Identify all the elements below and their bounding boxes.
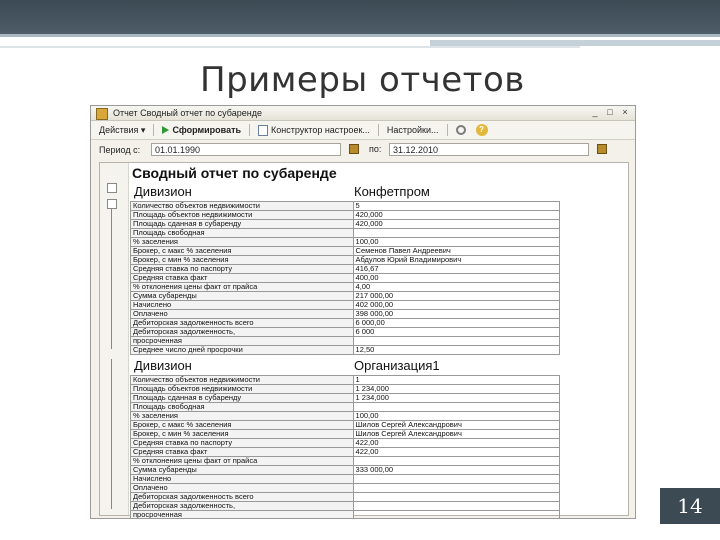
table-row <box>131 238 560 247</box>
report-title: Сводный отчет по субаренде <box>132 165 337 181</box>
metric-value[interactable]: 416,67 <box>353 265 559 274</box>
metric-label[interactable]: Площадь свободная <box>131 403 354 412</box>
options-button[interactable] <box>452 122 470 138</box>
table-row <box>131 439 560 448</box>
metric-value[interactable]: 217 000,00 <box>353 292 559 301</box>
metric-label[interactable]: Площадь сданная в субаренду <box>131 394 354 403</box>
window-controls <box>589 107 631 118</box>
metric-label[interactable]: Начислено <box>131 301 354 310</box>
period-to-label: по: <box>369 144 382 154</box>
metric-label[interactable]: Средняя ставка факт <box>131 448 354 457</box>
table-row <box>131 346 560 355</box>
metric-value[interactable]: Семенов Павел Андреевич <box>353 247 559 256</box>
play-icon <box>162 126 169 134</box>
metric-value[interactable]: 422,00 <box>353 439 559 448</box>
table-row <box>131 274 560 283</box>
table-row <box>131 265 560 274</box>
metric-label[interactable]: просроченная <box>131 337 354 346</box>
collapse-group-icon[interactable] <box>107 183 117 193</box>
calendar-icon[interactable] <box>597 144 607 154</box>
help-icon: ? <box>476 124 488 136</box>
metric-value[interactable] <box>353 511 559 520</box>
table-row <box>131 502 560 511</box>
actions-label: Действия ▾ <box>99 124 146 135</box>
metric-label[interactable]: % заселения <box>131 238 354 247</box>
metric-label[interactable]: Сумма субаренды <box>131 292 354 301</box>
maximize-button[interactable]: □ <box>607 107 613 117</box>
metric-label[interactable]: % заселения <box>131 412 354 421</box>
metric-label[interactable]: Брокер, с макс % заселения <box>131 421 354 430</box>
table-row <box>131 283 560 292</box>
settings-label: Настройки... <box>386 125 439 135</box>
window-title: Отчет Сводный отчет по субаренде <box>113 108 262 118</box>
generate-label: Сформировать <box>172 125 242 135</box>
outline-line <box>111 359 112 509</box>
table-row <box>131 328 560 337</box>
metric-label[interactable]: Площадь объектов недвижимости <box>131 211 354 220</box>
metric-label[interactable]: Брокер, с мин % заселения <box>131 256 354 265</box>
table-row <box>131 220 560 229</box>
metric-value[interactable]: 6 000 <box>353 328 559 337</box>
table-row <box>131 256 560 265</box>
builder-icon <box>258 125 268 136</box>
metric-label[interactable]: Среднее число дней просрочки <box>131 346 354 355</box>
metric-value[interactable] <box>353 484 559 493</box>
settings-builder-button[interactable] <box>254 122 374 138</box>
gear-icon <box>456 125 466 135</box>
division-name: Организация1 <box>354 358 440 373</box>
table-row <box>131 394 560 403</box>
division-name: Конфетпром <box>354 184 430 199</box>
table-row <box>131 301 560 310</box>
table-row <box>131 385 560 394</box>
metric-value[interactable]: Абдулов Юрий Владимирович <box>353 256 559 265</box>
metric-value[interactable] <box>353 337 559 346</box>
division-label: Дивизион <box>134 358 192 373</box>
metric-value[interactable]: 1 234,000 <box>353 385 559 394</box>
period-to-input[interactable]: 31.12.2010 <box>389 143 589 156</box>
table-row <box>131 310 560 319</box>
help-button[interactable] <box>472 122 492 138</box>
metric-value[interactable]: 100,00 <box>353 238 559 247</box>
table-row <box>131 319 560 328</box>
period-from-input[interactable]: 01.01.1990 <box>151 143 341 156</box>
report-window <box>90 105 636 519</box>
division-table <box>130 201 560 355</box>
table-row <box>131 202 560 211</box>
metric-value[interactable]: 5 <box>353 202 559 211</box>
metric-value[interactable]: 100,00 <box>353 412 559 421</box>
period-row <box>91 140 635 160</box>
division-header <box>130 183 624 201</box>
report-app-icon <box>96 108 108 120</box>
window-titlebar <box>91 106 635 121</box>
metric-value[interactable] <box>353 475 559 484</box>
slide-header-bar <box>0 0 720 34</box>
slide-header-stripe <box>0 34 720 37</box>
settings-button[interactable] <box>383 122 443 138</box>
table-row <box>131 511 560 520</box>
metric-label[interactable]: Брокер, с макс % заселения <box>131 247 354 256</box>
metric-label[interactable]: Средняя ставка факт <box>131 274 354 283</box>
metric-value[interactable]: 1 234,000 <box>353 394 559 403</box>
division-label: Дивизион <box>134 184 192 199</box>
generate-button[interactable] <box>158 122 245 138</box>
metric-value[interactable] <box>353 457 559 466</box>
report-spreadsheet[interactable] <box>99 162 629 519</box>
metric-label[interactable]: Средняя ставка по паспорту <box>131 439 354 448</box>
metric-value[interactable]: 12,50 <box>353 346 559 355</box>
table-row <box>131 376 560 385</box>
collapse-group-icon[interactable] <box>107 199 117 209</box>
metric-value[interactable]: 420,000 <box>353 220 559 229</box>
builder-label: Конструктор настроек... <box>271 125 370 135</box>
toolbar-separator <box>153 124 154 136</box>
toolbar-separator <box>249 124 250 136</box>
metric-label[interactable]: Дебиторская задолженность, <box>131 502 354 511</box>
metric-value[interactable]: 398 000,00 <box>353 310 559 319</box>
division-table <box>130 375 560 519</box>
slide-header-rule <box>0 46 580 48</box>
table-row <box>131 229 560 238</box>
table-row <box>131 493 560 502</box>
table-row <box>131 412 560 421</box>
metric-value[interactable]: 422,00 <box>353 448 559 457</box>
table-row <box>131 466 560 475</box>
metric-label[interactable]: Площадь свободная <box>131 229 354 238</box>
metric-label[interactable]: просроченная <box>131 511 354 520</box>
metric-value[interactable]: 400,00 <box>353 274 559 283</box>
metric-label[interactable]: % отклонения цены факт от прайса <box>131 457 354 466</box>
metric-label[interactable]: Брокер, с мин % заселения <box>131 430 354 439</box>
minimize-button[interactable]: _ <box>592 107 598 117</box>
toolbar-separator <box>378 124 379 136</box>
metric-label[interactable]: Сумма субаренды <box>131 466 354 475</box>
table-row <box>131 337 560 346</box>
metric-value[interactable]: Шилов Сергей Александрович <box>353 421 559 430</box>
metric-value[interactable] <box>353 403 559 412</box>
metric-label[interactable]: Средняя ставка по паспорту <box>131 265 354 274</box>
metric-value[interactable] <box>353 229 559 238</box>
close-button[interactable]: × <box>622 107 628 117</box>
toolbar-separator <box>447 124 448 136</box>
table-row <box>131 457 560 466</box>
metric-value[interactable] <box>353 502 559 511</box>
table-row <box>131 484 560 493</box>
metric-value[interactable]: 420,000 <box>353 211 559 220</box>
page-number: 14 <box>660 488 720 524</box>
table-row <box>131 403 560 412</box>
period-from-label: Период с: <box>99 145 141 155</box>
metric-value[interactable]: 402 000,00 <box>353 301 559 310</box>
slide-title: Примеры отчетов <box>200 60 525 100</box>
report-toolbar <box>91 121 635 140</box>
metric-label[interactable]: Начислено <box>131 475 354 484</box>
metric-label[interactable]: Дебиторская задолженность всего <box>131 319 354 328</box>
table-row <box>131 247 560 256</box>
table-row <box>131 292 560 301</box>
division-header <box>130 357 624 375</box>
metric-value[interactable]: Шилов Сергей Александрович <box>353 430 559 439</box>
metric-label[interactable]: Оплачено <box>131 484 354 493</box>
table-row <box>131 475 560 484</box>
metric-label[interactable]: Количество объектов недвижимости <box>131 376 354 385</box>
metric-label[interactable]: Дебиторская задолженность всего <box>131 493 354 502</box>
metric-label[interactable]: Площадь объектов недвижимости <box>131 385 354 394</box>
metric-value[interactable]: 333 000,00 <box>353 466 559 475</box>
actions-menu[interactable] <box>95 122 149 138</box>
calendar-icon[interactable] <box>349 144 359 154</box>
table-row <box>131 430 560 439</box>
report-body <box>130 163 624 519</box>
metric-label[interactable]: % отклонения цены факт от прайса <box>131 283 354 292</box>
metric-value[interactable]: 1 <box>353 376 559 385</box>
metric-label[interactable]: Количество объектов недвижимости <box>131 202 354 211</box>
table-row <box>131 448 560 457</box>
outline-line <box>111 209 112 349</box>
metric-value[interactable] <box>353 493 559 502</box>
metric-label[interactable]: Площадь сданная в субаренду <box>131 220 354 229</box>
table-row <box>131 421 560 430</box>
metric-value[interactable]: 4,00 <box>353 283 559 292</box>
grouping-outline <box>100 163 129 515</box>
metric-label[interactable]: Оплачено <box>131 310 354 319</box>
table-row <box>131 211 560 220</box>
metric-value[interactable]: 6 000,00 <box>353 319 559 328</box>
metric-label[interactable]: Дебиторская задолженность, <box>131 328 354 337</box>
